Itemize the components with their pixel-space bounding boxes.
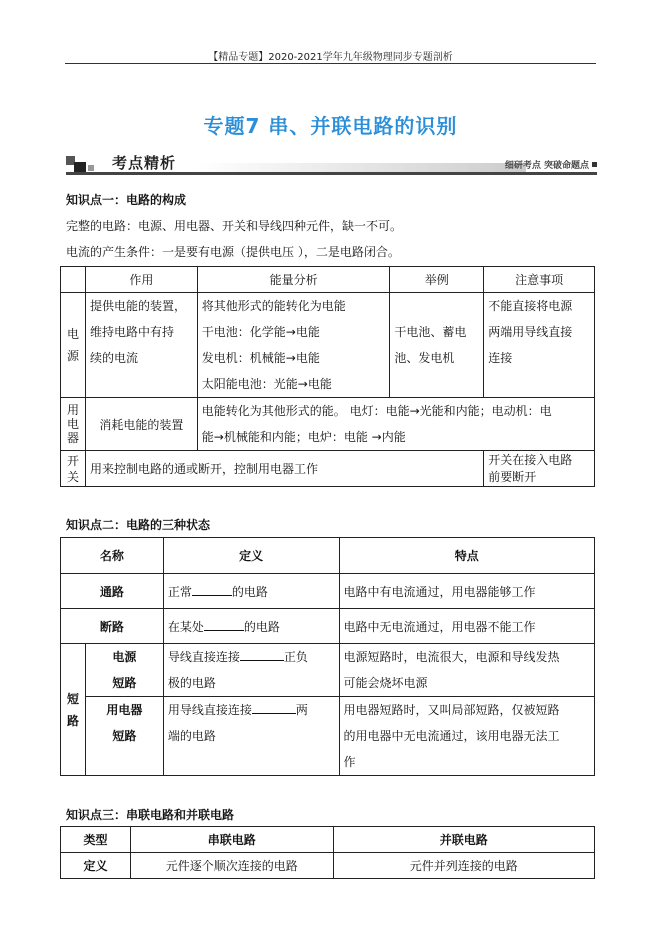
cell-line: 前要断开 [488,469,537,484]
table-row-closed [61,574,595,609]
col-header: 类型 [61,827,131,853]
cell-line: 维持电路中有持 [89,325,174,339]
cell-line: 电源 [112,650,137,664]
fill-blank [204,618,244,631]
short-label [61,644,86,776]
col-header: 串联电路 [130,827,333,853]
def-text: 两 [295,703,308,717]
row-label-char: 路 [66,713,79,728]
def-text: 的电路 [243,619,280,634]
state-name [85,697,163,776]
cell-line: 提供电能的装置， [89,299,186,313]
cell-line: 用电器短路时，又叫局部短路，仅被短路 [343,703,560,717]
col-header: 并联电路 [333,827,595,853]
source-example [390,293,484,398]
row-label-char: 开 [66,453,79,468]
appliance-energy [197,398,594,451]
table-row-switch [61,451,595,487]
row-label-char: 源 [66,349,79,363]
fill-blank [192,583,232,596]
row-label-char: 关 [66,469,79,484]
cell-line: 的用电器中无电流通过，该用电器无法工 [343,729,560,743]
state-feature [339,644,594,697]
state-feature: 电路中无电流通过，用电器不能工作 [339,609,594,644]
state-feature [339,697,594,776]
cell-line: 连接 [488,351,513,365]
parallel-definition: 元件并列连接的电路 [333,853,595,879]
cell-line: 发电机：机械能→电能 [201,351,320,365]
k1-line1: 完整的电路：电源、用电器、开关和导线四种元件，缺一不可。 [66,219,403,233]
def-text: 正负 [283,650,308,664]
col-header: 作用 [85,267,197,293]
def-text: 用导线直接连接 [167,703,252,717]
row-label-char: 电 [66,327,79,341]
page-title: 专题7 串、并联电路的识别 [203,114,458,138]
row-label [61,451,86,487]
cell-line: 续的电流 [89,351,138,365]
cell-line: 端的电路 [167,729,216,743]
cell-line: 将其他形式的能转化为电能 [201,299,346,313]
page-header: 【精品专题】2020-2021学年九年级物理同步专题剖析 [208,52,453,63]
k2-heading: 知识点二：电路的三种状态 [66,518,211,532]
cell-line: 作 [343,755,356,769]
row-label [61,293,86,398]
def-text: 导线直接连接 [167,650,240,664]
state-definition [163,574,339,609]
cell-line: 短路 [112,729,137,743]
def-text: 的电路 [231,584,268,599]
cell-line: 太阳能电池：光能→电能 [201,377,332,391]
source-role [85,293,197,398]
col-header: 定义 [163,538,339,574]
state-definition [163,697,339,776]
switch-role: 用来控制电路的通或断开，控制用电器工作 [85,451,483,487]
row-label-char: 短 [66,691,79,706]
source-note [484,293,595,398]
header-rule [65,63,596,64]
k3-heading: 知识点三：串联电路和并联电路 [66,808,235,822]
section-banner [66,152,597,178]
def-text: 正常 [167,584,192,599]
cell-line: 能→机械能和内能；电炉：电能 →内能 [201,430,406,444]
series-parallel-table [60,826,595,879]
banner-square-icon [88,165,94,171]
cell-line: 两端用导线直接 [488,325,573,339]
fill-blank [252,701,296,714]
cell-line: 电源短路时，电流很大，电源和导线发热 [343,650,560,664]
appliance-role: 消耗电能的装置 [85,398,197,451]
fill-blank [240,648,284,661]
table-header-row [61,827,595,853]
state-definition [163,609,339,644]
row-label-char: 电 [66,417,79,431]
cell-line: 不能直接将电源 [488,299,573,313]
series-definition: 元件逐个顺次连接的电路 [130,853,333,879]
state-definition [163,644,339,697]
circuit-states-table [60,537,595,776]
banner-subtitle: 细研考点 突破命题点 [504,161,589,171]
k1-heading: 知识点一：电路的构成 [66,193,187,207]
banner-gradient [196,163,526,172]
switch-note [484,451,595,487]
table-header-row [61,538,595,574]
cell-line: 电能转化为其他形式的能。 电灯：电能→光能和内能；电动机：电 [201,404,552,418]
cell-line: 可能会烧坏电源 [343,676,428,690]
cell-line: 用电器 [106,703,143,717]
row-label-char: 器 [66,431,79,445]
table-row-power-short [61,644,595,697]
k1-line2: 电流的产生条件：一是要有电源（提供电压 ），二是电路闭合。 [66,245,400,259]
state-feature: 电路中有电流通过，用电器能够工作 [339,574,594,609]
cell-line: 开关在接入电路 [488,452,573,467]
table-row-open [61,609,595,644]
table-row-definition [61,853,595,879]
row-label: 定义 [61,853,131,879]
cell-line: 干电池、蓄电 [394,325,467,339]
table-cell-empty [61,267,86,293]
def-text: 在某处 [167,619,204,634]
state-name [85,644,163,697]
banner-label: 考点精析 [112,154,177,172]
state-name: 通路 [61,574,164,609]
state-name: 断路 [61,609,164,644]
circuit-components-table [60,266,595,487]
table-row-appliance [61,398,595,451]
col-header: 名称 [61,538,164,574]
col-header: 特点 [339,538,594,574]
source-energy [197,293,390,398]
row-label [61,398,86,451]
col-header: 注意事项 [484,267,595,293]
table-row-appliance-short [61,697,595,776]
row-label-char: 用 [66,403,79,417]
banner-dot-icon [592,162,597,167]
col-header: 举例 [390,267,484,293]
cell-line: 池、发电机 [394,351,455,365]
table-row-source [61,293,595,398]
table-header-row [61,267,595,293]
cell-line: 极的电路 [167,676,216,690]
col-header: 能量分析 [197,267,390,293]
cell-line: 干电池：化学能→电能 [201,325,320,339]
cell-line: 短路 [112,676,137,690]
